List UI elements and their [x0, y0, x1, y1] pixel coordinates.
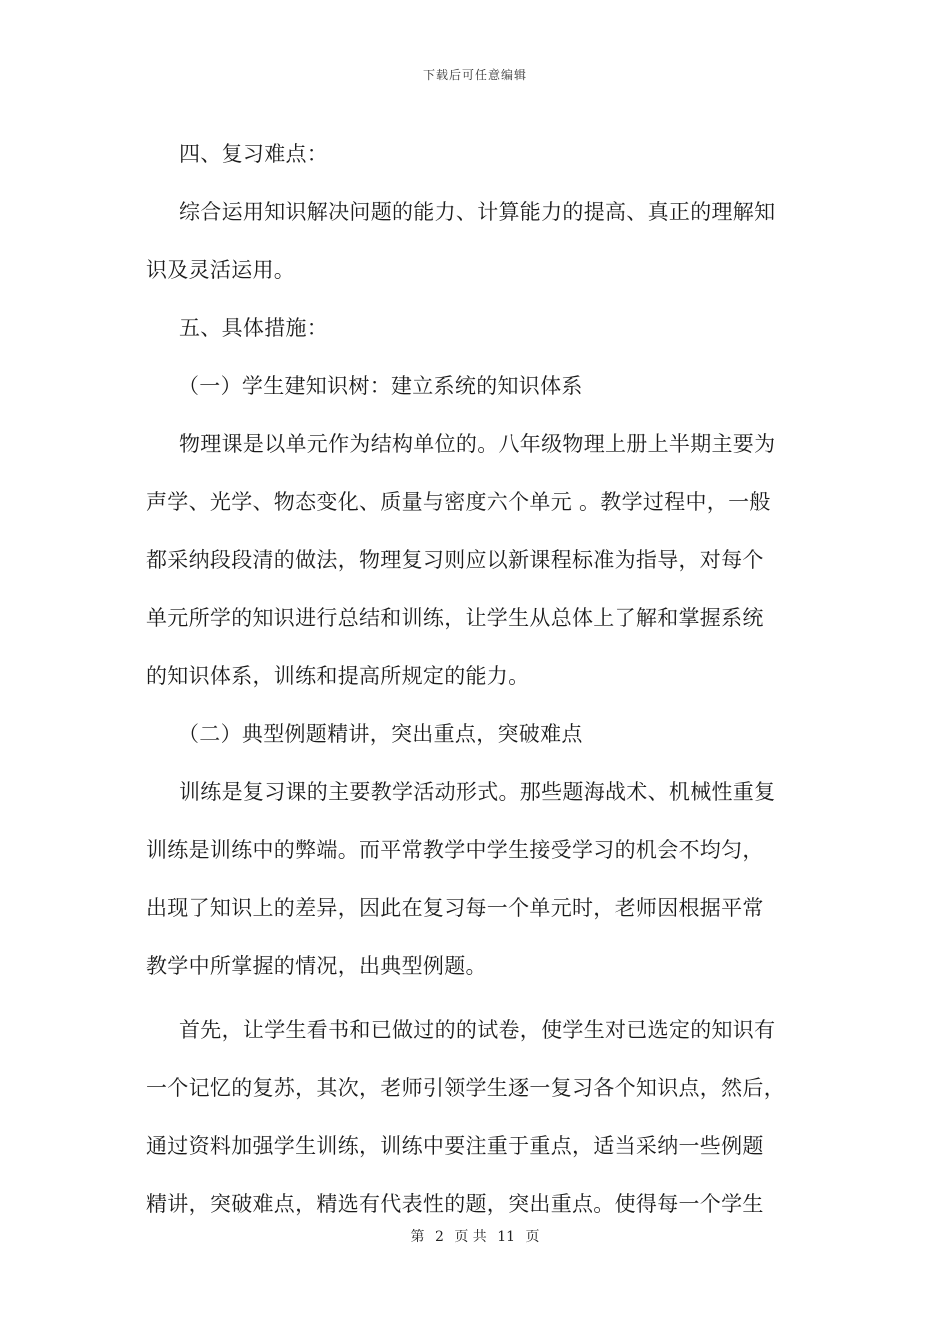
- paragraph-line: 出现了知识上的差异，因此在复习每一个单元时，老师因根据平常: [146, 896, 764, 920]
- paragraph-line: 精讲，突破难点，精选有代表性的题，突出重点。使得每一个学生: [146, 1192, 764, 1216]
- paragraph-line: 教学中所掌握的情况，出典型例题。: [146, 954, 487, 978]
- paragraph-line: 物理课是以单元作为结构单位的。八年级物理上册上半期主要为: [179, 432, 776, 456]
- paragraph-line: 识及灵活运用。: [146, 258, 296, 282]
- footer-prefix: 第: [410, 1229, 425, 1245]
- paragraph-line: 训练是训练中的弊端。而平常教学中学生接受学习的机会不均匀，: [146, 838, 764, 862]
- paragraph-line: 的知识体系，训练和提高所规定的能力。: [146, 664, 530, 688]
- footer-suffix: 页: [525, 1229, 540, 1245]
- paragraph-line: 一个记忆的复苏，其次，老师引领学生逐一复习各个知识点，然后，: [146, 1076, 785, 1100]
- footer-total-pages: 11: [497, 1229, 516, 1245]
- paragraph-line: 都采纳段段清的做法，物理复习则应以新课程标准为指导，对每个: [146, 548, 764, 572]
- footer-middle: 页 共: [454, 1229, 487, 1245]
- paragraph-line: 训练是复习课的主要教学活动形式。那些题海战术、机械性重复: [179, 780, 776, 804]
- page-header: 下载后可任意编辑: [422, 68, 527, 82]
- paragraph-line: 单元所学的知识进行总结和训练，让学生从总体上了解和掌握系统: [146, 606, 764, 630]
- document-body: [146, 134, 810, 1242]
- paragraph-line: 声学、光学、物态变化、质量与密度六个单元 。教学过程中，一般: [146, 490, 771, 514]
- footer-current-page: 2: [434, 1229, 444, 1245]
- section-heading-measures: 五、具体措施：: [179, 316, 329, 340]
- subsection-heading-typical-examples: （二）典型例题精讲，突出重点，突破难点: [178, 722, 583, 746]
- paragraph-line: 综合运用知识解决问题的能力、计算能力的提高、真正的理解知: [179, 200, 776, 224]
- page-footer: [0, 1226, 950, 1246]
- subsection-heading-knowledge-tree: （一）学生建知识树：建立系统的知识体系: [178, 374, 583, 398]
- section-heading-difficulties: 四、复习难点：: [179, 142, 329, 166]
- paragraph-line: 通过资料加强学生训练，训练中要注重于重点，适当采纳一些例题: [146, 1134, 764, 1158]
- paragraph-line: 首先，让学生看书和已做过的的试卷，使学生对已选定的知识有: [179, 1018, 776, 1042]
